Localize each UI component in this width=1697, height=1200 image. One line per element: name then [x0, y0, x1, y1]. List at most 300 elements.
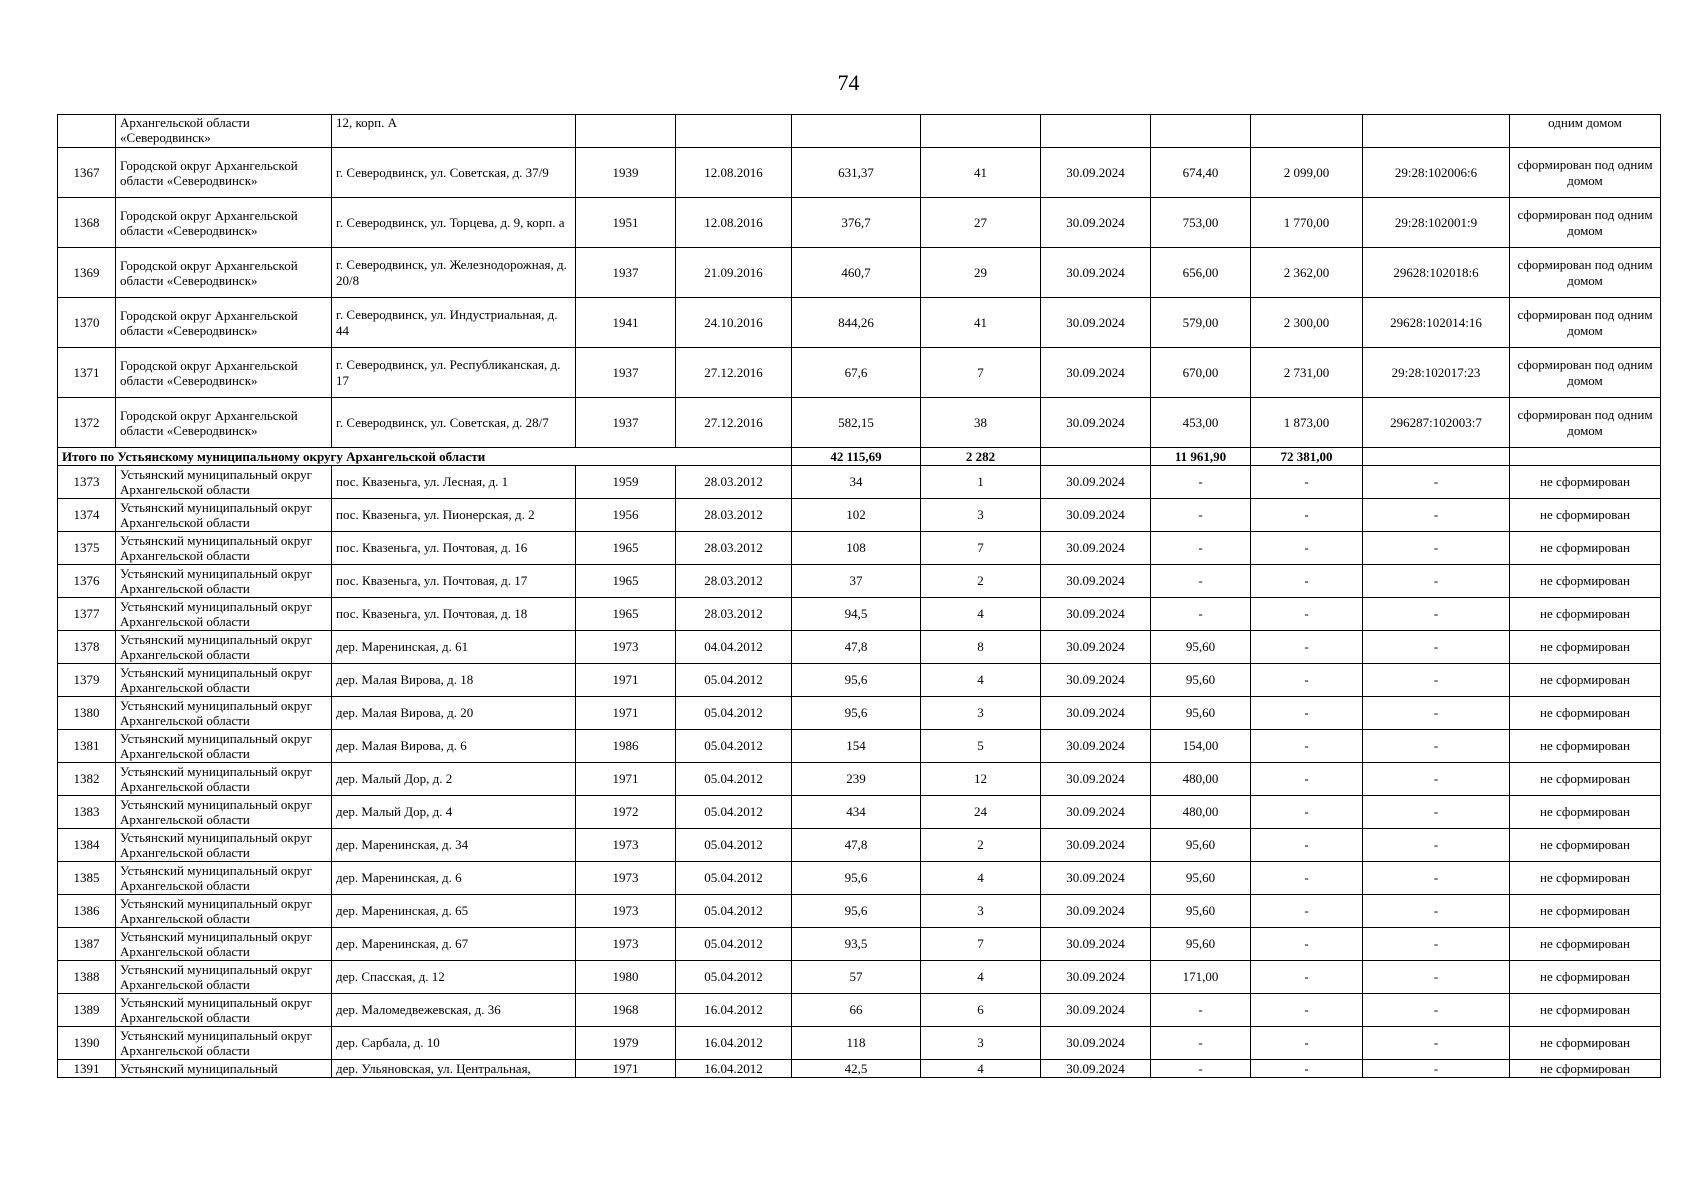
cadastral-number-cell: - [1363, 763, 1510, 796]
address-cell: г. Северодвинск, ул. Торцева, д. 9, корп. а [332, 198, 576, 248]
address-cell: дер. Малая Вирова, д. 18 [332, 664, 576, 697]
residents-count-cell: 4 [921, 664, 1041, 697]
total-empty-cell [1041, 448, 1151, 466]
sum-cell: - [1151, 532, 1251, 565]
address-cell: дер. Маренинская, д. 61 [332, 631, 576, 664]
sum-cell: - [1151, 1027, 1251, 1060]
planned-date-cell: 30.09.2024 [1041, 348, 1151, 398]
table-row [58, 466, 1661, 499]
date-cell: 05.04.2012 [676, 862, 792, 895]
row-number-cell: 1373 [58, 466, 116, 499]
planned-date-cell: 30.09.2024 [1041, 398, 1151, 448]
residents-count-cell: 41 [921, 298, 1041, 348]
residents-count-cell: 6 [921, 994, 1041, 1027]
area-cell: 434 [792, 796, 921, 829]
table-row [58, 994, 1661, 1027]
row-number-cell: 1372 [58, 398, 116, 448]
row-number-cell: 1368 [58, 198, 116, 248]
table-row [58, 664, 1661, 697]
year-cell: 1980 [576, 961, 676, 994]
area-cell: 239 [792, 763, 921, 796]
total-count: 2 282 [921, 448, 1041, 466]
land-status-cell: не сформирован [1510, 631, 1661, 664]
sum-cell: 579,00 [1151, 298, 1251, 348]
row-number-cell: 1376 [58, 565, 116, 598]
residents-count-cell: 7 [921, 928, 1041, 961]
residents-count-cell: 8 [921, 631, 1041, 664]
land-status-cell: не сформирован [1510, 829, 1661, 862]
sum-cell: 95,60 [1151, 928, 1251, 961]
year-cell: 1937 [576, 248, 676, 298]
planned-date-cell: 30.09.2024 [1041, 730, 1151, 763]
table-row [58, 631, 1661, 664]
land-area-cell: - [1251, 829, 1363, 862]
land-status-cell: не сформирован [1510, 499, 1661, 532]
address-cell: пос. Квазеньга, ул. Почтовая, д. 16 [332, 532, 576, 565]
date-cell: 05.04.2012 [676, 763, 792, 796]
sum-cell: 171,00 [1151, 961, 1251, 994]
address-cell: дер. Маренинская, д. 67 [332, 928, 576, 961]
land-status-cell: не сформирован [1510, 796, 1661, 829]
row-number-cell: 1381 [58, 730, 116, 763]
residents-count-cell: 41 [921, 148, 1041, 198]
land-status-cell: не сформирован [1510, 697, 1661, 730]
land-area-cell: - [1251, 928, 1363, 961]
planned-date-cell: 30.09.2024 [1041, 697, 1151, 730]
total-area: 42 115,69 [792, 448, 921, 466]
date-cell: 16.04.2012 [676, 994, 792, 1027]
area-cell: 93,5 [792, 928, 921, 961]
residents-count-cell: 2 [921, 829, 1041, 862]
land-area-cell: - [1251, 466, 1363, 499]
year-cell: 1973 [576, 895, 676, 928]
address-cell: пос. Квазеньга, ул. Пионерская, д. 2 [332, 499, 576, 532]
municipality-cell: Городской округ Архангельской области «Северодвинск» [116, 248, 332, 298]
table-row [58, 348, 1661, 398]
planned-date-cell: 30.09.2024 [1041, 928, 1151, 961]
row-number-cell: 1386 [58, 895, 116, 928]
date-cell: 21.09.2016 [676, 248, 792, 298]
table-row [58, 499, 1661, 532]
date-cell [676, 115, 792, 148]
date-cell: 28.03.2012 [676, 532, 792, 565]
area-cell: 42,5 [792, 1060, 921, 1078]
address-cell: 12, корп. А [332, 115, 576, 148]
address-cell: пос. Квазеньга, ул. Почтовая, д. 17 [332, 565, 576, 598]
row-number-cell: 1377 [58, 598, 116, 631]
land-status-cell: не сформирован [1510, 598, 1661, 631]
planned-date-cell: 30.09.2024 [1041, 763, 1151, 796]
sum-cell: - [1151, 565, 1251, 598]
land-status-cell: не сформирован [1510, 565, 1661, 598]
land-area-cell: - [1251, 664, 1363, 697]
year-cell: 1973 [576, 862, 676, 895]
date-cell: 16.04.2012 [676, 1027, 792, 1060]
planned-date-cell: 30.09.2024 [1041, 148, 1151, 198]
land-area-cell: 2 362,00 [1251, 248, 1363, 298]
land-status-cell: не сформирован [1510, 994, 1661, 1027]
year-cell: 1965 [576, 565, 676, 598]
table-row [58, 115, 1661, 148]
row-number-cell: 1379 [58, 664, 116, 697]
area-cell [792, 115, 921, 148]
date-cell: 28.03.2012 [676, 499, 792, 532]
row-number-cell: 1387 [58, 928, 116, 961]
land-area-cell: - [1251, 763, 1363, 796]
total-empty-cell [1510, 448, 1661, 466]
land-area-cell [1251, 115, 1363, 148]
date-cell: 05.04.2012 [676, 961, 792, 994]
municipality-cell: Устьянский муниципальный округ Архангельской области [116, 994, 332, 1027]
table-row [58, 198, 1661, 248]
table-row [58, 895, 1661, 928]
sum-cell: 480,00 [1151, 763, 1251, 796]
address-cell: дер. Малый Дор, д. 2 [332, 763, 576, 796]
table-row [58, 148, 1661, 198]
land-area-cell: - [1251, 532, 1363, 565]
cadastral-number-cell: - [1363, 730, 1510, 763]
land-area-cell: - [1251, 1027, 1363, 1060]
row-number-cell: 1370 [58, 298, 116, 348]
land-area-cell: 1 770,00 [1251, 198, 1363, 248]
area-cell: 57 [792, 961, 921, 994]
date-cell: 05.04.2012 [676, 664, 792, 697]
municipality-cell: Устьянский муниципальный округ Архангельской области [116, 664, 332, 697]
row-number-cell [58, 115, 116, 148]
date-cell: 27.12.2016 [676, 398, 792, 448]
land-area-cell: - [1251, 631, 1363, 664]
sum-cell: 95,60 [1151, 664, 1251, 697]
planned-date-cell: 30.09.2024 [1041, 532, 1151, 565]
total-sum: 11 961,90 [1151, 448, 1251, 466]
date-cell: 12.08.2016 [676, 198, 792, 248]
row-number-cell: 1380 [58, 697, 116, 730]
residents-count-cell: 4 [921, 598, 1041, 631]
area-cell: 108 [792, 532, 921, 565]
municipality-cell: Устьянский муниципальный округ Архангельской области [116, 928, 332, 961]
residents-count-cell: 1 [921, 466, 1041, 499]
area-cell: 67,6 [792, 348, 921, 398]
date-cell: 04.04.2012 [676, 631, 792, 664]
planned-date-cell: 30.09.2024 [1041, 499, 1151, 532]
planned-date-cell: 30.09.2024 [1041, 664, 1151, 697]
sum-cell: - [1151, 499, 1251, 532]
land-status-cell: не сформирован [1510, 532, 1661, 565]
table-row [58, 1060, 1661, 1078]
planned-date-cell: 30.09.2024 [1041, 598, 1151, 631]
area-cell: 376,7 [792, 198, 921, 248]
year-cell: 1971 [576, 664, 676, 697]
area-cell: 460,7 [792, 248, 921, 298]
land-area-cell: - [1251, 862, 1363, 895]
sum-cell: 154,00 [1151, 730, 1251, 763]
cadastral-number-cell [1363, 115, 1510, 148]
land-area-cell: - [1251, 730, 1363, 763]
table-row [58, 565, 1661, 598]
date-cell: 16.04.2012 [676, 1060, 792, 1078]
cadastral-number-cell: 29628:102018:6 [1363, 248, 1510, 298]
year-cell: 1971 [576, 1060, 676, 1078]
land-status-cell: не сформирован [1510, 730, 1661, 763]
year-cell: 1973 [576, 928, 676, 961]
land-area-cell: - [1251, 697, 1363, 730]
row-number-cell: 1383 [58, 796, 116, 829]
year-cell: 1951 [576, 198, 676, 248]
planned-date-cell: 30.09.2024 [1041, 961, 1151, 994]
sum-cell: - [1151, 598, 1251, 631]
row-number-cell: 1391 [58, 1060, 116, 1078]
address-cell: дер. Маренинская, д. 65 [332, 895, 576, 928]
sum-cell: 674,40 [1151, 148, 1251, 198]
cadastral-number-cell: - [1363, 532, 1510, 565]
land-area-cell: 2 300,00 [1251, 298, 1363, 348]
cadastral-number-cell: - [1363, 664, 1510, 697]
year-cell: 1973 [576, 631, 676, 664]
address-cell: дер. Спасская, д. 12 [332, 961, 576, 994]
address-cell: дер. Ульяновская, ул. Центральная, [332, 1060, 576, 1078]
sum-cell: 95,60 [1151, 895, 1251, 928]
land-status-cell: сформирован под одним домом [1510, 348, 1661, 398]
residents-count-cell: 2 [921, 565, 1041, 598]
address-cell: г. Северодвинск, ул. Железнодорожная, д. 20/8 [332, 248, 576, 298]
sum-cell: 670,00 [1151, 348, 1251, 398]
address-cell: дер. Малая Вирова, д. 6 [332, 730, 576, 763]
year-cell: 1971 [576, 763, 676, 796]
municipality-cell: Устьянский муниципальный округ Архангельской области [116, 466, 332, 499]
year-cell: 1939 [576, 148, 676, 198]
planned-date-cell: 30.09.2024 [1041, 895, 1151, 928]
cadastral-number-cell: 29628:102014:16 [1363, 298, 1510, 348]
land-area-cell: - [1251, 1060, 1363, 1078]
cadastral-number-cell: - [1363, 466, 1510, 499]
date-cell: 12.08.2016 [676, 148, 792, 198]
year-cell: 1973 [576, 829, 676, 862]
planned-date-cell: 30.09.2024 [1041, 796, 1151, 829]
cadastral-number-cell: - [1363, 697, 1510, 730]
row-number-cell: 1371 [58, 348, 116, 398]
row-number-cell: 1385 [58, 862, 116, 895]
sum-cell: - [1151, 1060, 1251, 1078]
land-area-cell: - [1251, 499, 1363, 532]
row-number-cell: 1389 [58, 994, 116, 1027]
table-row [58, 763, 1661, 796]
planned-date-cell: 30.09.2024 [1041, 565, 1151, 598]
municipality-cell: Устьянский муниципальный округ Архангельской области [116, 532, 332, 565]
sum-cell: 656,00 [1151, 248, 1251, 298]
table-row [58, 862, 1661, 895]
year-cell: 1965 [576, 598, 676, 631]
land-status-cell: не сформирован [1510, 763, 1661, 796]
planned-date-cell: 30.09.2024 [1041, 298, 1151, 348]
row-number-cell: 1384 [58, 829, 116, 862]
row-number-cell: 1369 [58, 248, 116, 298]
residents-count-cell: 3 [921, 697, 1041, 730]
date-cell: 27.12.2016 [676, 348, 792, 398]
residents-count-cell: 12 [921, 763, 1041, 796]
year-cell: 1941 [576, 298, 676, 348]
area-cell: 47,8 [792, 829, 921, 862]
table-row [58, 532, 1661, 565]
land-status-cell: одним домом [1510, 115, 1661, 148]
cadastral-number-cell: - [1363, 631, 1510, 664]
land-status-cell: не сформирован [1510, 961, 1661, 994]
sum-cell: 95,60 [1151, 697, 1251, 730]
total-label: Итого по Устьянскому муниципальному округу Архангельской области [58, 448, 792, 466]
sum-cell: 95,60 [1151, 862, 1251, 895]
row-number-cell: 1367 [58, 148, 116, 198]
table-row [58, 730, 1661, 763]
planned-date-cell: 30.09.2024 [1041, 829, 1151, 862]
land-area-cell: - [1251, 598, 1363, 631]
year-cell: 1965 [576, 532, 676, 565]
municipality-cell: Городской округ Архангельской области «Северодвинск» [116, 198, 332, 248]
residents-count-cell: 4 [921, 1060, 1041, 1078]
year-cell: 1986 [576, 730, 676, 763]
municipality-cell: Устьянский муниципальный округ Архангельской области [116, 499, 332, 532]
year-cell: 1971 [576, 697, 676, 730]
year-cell: 1959 [576, 466, 676, 499]
date-cell: 05.04.2012 [676, 928, 792, 961]
residents-count-cell: 27 [921, 198, 1041, 248]
area-cell: 582,15 [792, 398, 921, 448]
residents-count-cell: 3 [921, 1027, 1041, 1060]
residents-count-cell: 38 [921, 398, 1041, 448]
municipality-cell: Устьянский муниципальный округ Архангельской области [116, 565, 332, 598]
table-row [58, 961, 1661, 994]
cadastral-number-cell: - [1363, 895, 1510, 928]
area-cell: 95,6 [792, 895, 921, 928]
land-area-cell: - [1251, 994, 1363, 1027]
date-cell: 28.03.2012 [676, 466, 792, 499]
area-cell: 47,8 [792, 631, 921, 664]
sum-cell: 95,60 [1151, 829, 1251, 862]
sum-cell: 480,00 [1151, 796, 1251, 829]
address-cell: пос. Квазеньга, ул. Почтовая, д. 18 [332, 598, 576, 631]
area-cell: 95,6 [792, 862, 921, 895]
total-row [58, 448, 1661, 466]
page-number: 74 [837, 70, 860, 95]
residents-count-cell [921, 115, 1041, 148]
residents-count-cell: 29 [921, 248, 1041, 298]
area-cell: 95,6 [792, 664, 921, 697]
land-status-cell: не сформирован [1510, 928, 1661, 961]
address-cell: пос. Квазеньга, ул. Лесная, д. 1 [332, 466, 576, 499]
municipality-cell: Устьянский муниципальный округ Архангельской области [116, 862, 332, 895]
address-cell: дер. Малая Вирова, д. 20 [332, 697, 576, 730]
land-status-cell: не сформирован [1510, 1060, 1661, 1078]
municipality-cell: Устьянский муниципальный округ Архангельской области [116, 697, 332, 730]
table-row [58, 398, 1661, 448]
address-cell: г. Северодвинск, ул. Индустриальная, д. 44 [332, 298, 576, 348]
address-cell: дер. Маломедвежевская, д. 36 [332, 994, 576, 1027]
land-area-cell: 1 873,00 [1251, 398, 1363, 448]
residents-count-cell: 4 [921, 961, 1041, 994]
row-number-cell: 1374 [58, 499, 116, 532]
row-number-cell: 1390 [58, 1027, 116, 1060]
address-cell: г. Северодвинск, ул. Республиканская, д. 17 [332, 348, 576, 398]
planned-date-cell: 30.09.2024 [1041, 466, 1151, 499]
cadastral-number-cell: - [1363, 598, 1510, 631]
municipality-cell: Городской округ Архангельской области «Северодвинск» [116, 398, 332, 448]
area-cell: 154 [792, 730, 921, 763]
row-number-cell: 1382 [58, 763, 116, 796]
municipality-cell: Устьянский муниципальный округ Архангельской области [116, 961, 332, 994]
cadastral-number-cell: - [1363, 796, 1510, 829]
municipality-cell: Городской округ Архангельской области «Северодвинск» [116, 348, 332, 398]
area-cell: 34 [792, 466, 921, 499]
date-cell: 28.03.2012 [676, 598, 792, 631]
cadastral-number-cell: - [1363, 1060, 1510, 1078]
area-cell: 844,26 [792, 298, 921, 348]
row-number-cell: 1375 [58, 532, 116, 565]
municipality-cell: Устьянский муниципальный округ Архангельской области [116, 763, 332, 796]
area-cell: 94,5 [792, 598, 921, 631]
sum-cell: 453,00 [1151, 398, 1251, 448]
residents-count-cell: 5 [921, 730, 1041, 763]
residents-count-cell: 24 [921, 796, 1041, 829]
municipality-cell: Устьянский муниципальный округ Архангельской области [116, 895, 332, 928]
municipality-cell: Устьянский муниципальный округ Архангельской области [116, 598, 332, 631]
cadastral-number-cell: 29:28:102001:9 [1363, 198, 1510, 248]
residents-count-cell: 3 [921, 499, 1041, 532]
land-area-cell: - [1251, 565, 1363, 598]
area-cell: 102 [792, 499, 921, 532]
table-row [58, 298, 1661, 348]
land-status-cell: не сформирован [1510, 466, 1661, 499]
area-cell: 95,6 [792, 697, 921, 730]
year-cell: 1979 [576, 1027, 676, 1060]
table-row [58, 796, 1661, 829]
cadastral-number-cell: - [1363, 1027, 1510, 1060]
date-cell: 24.10.2016 [676, 298, 792, 348]
date-cell: 05.04.2012 [676, 730, 792, 763]
sum-cell: 95,60 [1151, 631, 1251, 664]
planned-date-cell: 30.09.2024 [1041, 862, 1151, 895]
residents-count-cell: 7 [921, 532, 1041, 565]
cadastral-number-cell: - [1363, 961, 1510, 994]
housing-registry-table [57, 114, 1661, 1078]
residents-count-cell: 3 [921, 895, 1041, 928]
land-area-cell: 2 731,00 [1251, 348, 1363, 398]
cadastral-number-cell: - [1363, 928, 1510, 961]
table-row [58, 248, 1661, 298]
cadastral-number-cell: 296287:102003:7 [1363, 398, 1510, 448]
land-status-cell: сформирован под одним домом [1510, 248, 1661, 298]
area-cell: 631,37 [792, 148, 921, 198]
residents-count-cell: 4 [921, 862, 1041, 895]
total-land-area: 72 381,00 [1251, 448, 1363, 466]
address-cell: г. Северодвинск, ул. Советская, д. 37/9 [332, 148, 576, 198]
year-cell: 1956 [576, 499, 676, 532]
land-status-cell: не сформирован [1510, 664, 1661, 697]
table-row [58, 697, 1661, 730]
row-number-cell: 1388 [58, 961, 116, 994]
cadastral-number-cell: 29:28:102017:23 [1363, 348, 1510, 398]
land-status-cell: сформирован под одним домом [1510, 298, 1661, 348]
planned-date-cell: 30.09.2024 [1041, 1060, 1151, 1078]
cadastral-number-cell: - [1363, 829, 1510, 862]
planned-date-cell: 30.09.2024 [1041, 248, 1151, 298]
municipality-cell: Устьянский муниципальный округ Архангельской области [116, 796, 332, 829]
year-cell: 1937 [576, 348, 676, 398]
municipality-cell: Устьянский муниципальный округ Архангельской области [116, 631, 332, 664]
planned-date-cell [1041, 115, 1151, 148]
cadastral-number-cell: - [1363, 499, 1510, 532]
table-row [58, 1027, 1661, 1060]
sum-cell: - [1151, 994, 1251, 1027]
residents-count-cell: 7 [921, 348, 1041, 398]
date-cell: 05.04.2012 [676, 796, 792, 829]
